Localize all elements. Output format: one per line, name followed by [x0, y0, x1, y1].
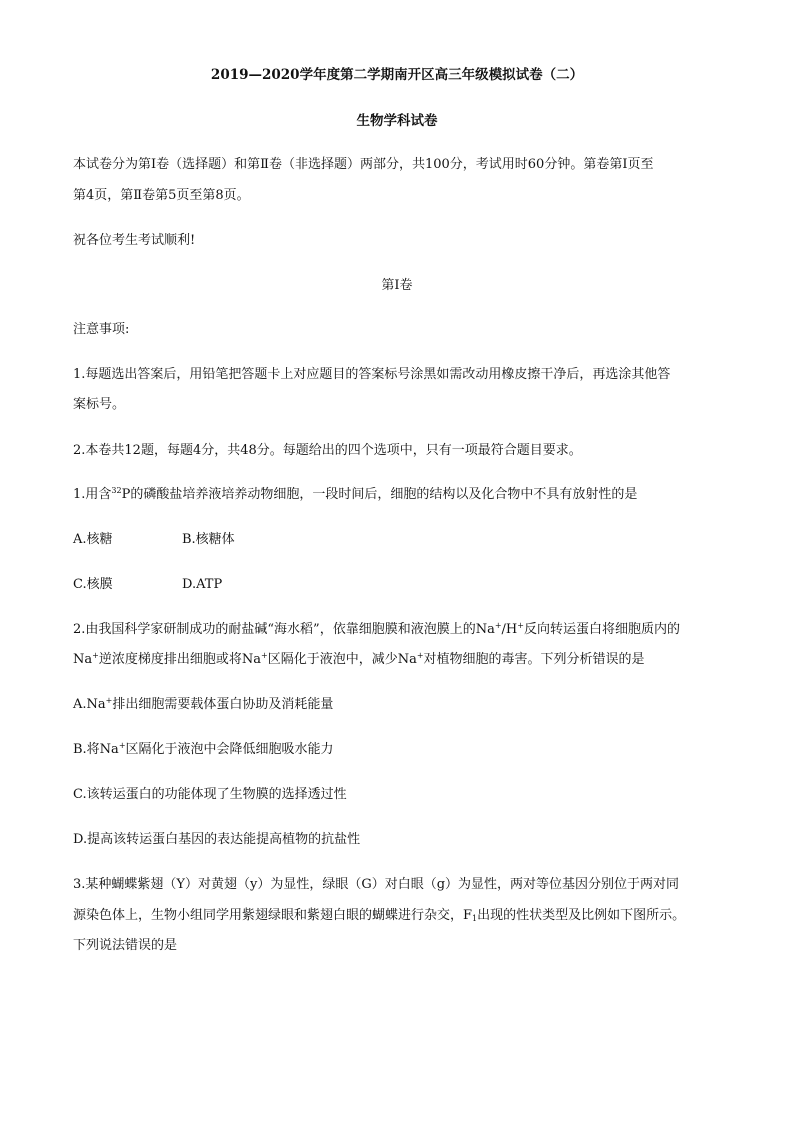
note-1-line-1: 1.每题选出答案后，用铅笔把答题卡上对应题目的答案标号涂黑如需改动用橡皮擦干净后，再选涂其他答 [73, 367, 671, 382]
intro-line-1: 本试卷分为第Ⅰ卷（选择题）和第Ⅱ卷（非选择题）两部分，共100分，考试用时60分钟。第卷第Ⅰ页至 [73, 157, 654, 172]
q1-option-a: A.核糖 [73, 532, 113, 547]
f1-subscript: 1 [472, 914, 478, 923]
superscript-plus: + [416, 651, 424, 660]
q1-option-c: C.核膜 [73, 577, 113, 592]
intro-line-2: 第4页，第Ⅱ卷第5页至第8页。 [73, 188, 250, 203]
question-3-line-2 [73, 907, 685, 925]
superscript-plus: + [105, 696, 113, 705]
note-1-line-2: 案标号。 [73, 397, 126, 412]
q2-text: 对植物细胞的毒害。下列分析错误的是 [423, 652, 645, 667]
q2-text: 区隔化于液泡中，减少Na [267, 652, 417, 667]
q1-options-row-1 [73, 531, 235, 549]
q2-text: Na [73, 652, 93, 667]
q2-text: 逆浓度梯度排出细胞或将Na [98, 652, 261, 667]
question-3-line-1: 3.某种蝴蝶紫翅（Y）对黄翅（y）为显性，绿眼（G）对白眼（g）为显性，两对等位基因分别位于两对同 [73, 877, 680, 892]
q3-text: 源染色体上，生物小组同学用紫翅绿眼和紫翅白眼的蝴蝶进行杂交，F [73, 908, 473, 923]
question-2-line-2 [73, 651, 645, 669]
q1-option-b: B.核糖体 [182, 532, 235, 547]
exam-subtitle: 生物学科试卷 [356, 113, 438, 129]
q2-text: 2.由我国科学家研制成功的耐盐碱“海水稻”，依靠细胞膜和液泡膜上的Na [73, 622, 495, 637]
superscript-plus: + [118, 741, 126, 750]
q2-option-c: C.该转运蛋白的功能体现了生物膜的选择透过性 [73, 787, 347, 802]
section-title: 第Ⅰ卷 [381, 278, 413, 293]
q2-option-a-pre: A.Na [73, 697, 106, 712]
q1-stem-pre: 1.用含 [73, 487, 112, 502]
q2-option-d: D.提高该转运蛋白基因的表达能提高植物的抗盐性 [73, 832, 361, 847]
q2-text: /H [501, 622, 518, 637]
q1-options-row-2 [73, 576, 223, 594]
superscript-plus: + [517, 621, 524, 630]
superscript-plus: + [260, 651, 268, 660]
question-1-stem [73, 486, 637, 504]
question-2-line-1 [73, 621, 680, 639]
q1-option-d: D.ATP [182, 577, 223, 592]
q2-option-b [73, 741, 334, 759]
superscript-plus: + [494, 621, 502, 630]
q2-option-b-pre: B.将Na [73, 742, 119, 757]
q2-option-a [73, 696, 333, 714]
exam-title: 2019—2020学年度第二学期南开区高三年级模拟试卷（二） [210, 67, 584, 83]
note-2: 2.本卷共12题，每题4分，共48分。每题给出的四个选项中，只有一项最符合题目要求。 [73, 443, 582, 458]
q3-text: 出现的性状类型及比例如下图所示。 [477, 908, 686, 923]
superscript-plus: + [92, 651, 99, 660]
q2-text: 反向转运蛋白将细胞质内的 [523, 622, 680, 637]
q1-stem-post: P的磷酸盐培养液培养动物细胞，一段时间后，细胞的结构以及化合物中不具有放射性的是 [121, 487, 638, 502]
isotope-superscript: 32 [111, 486, 122, 495]
good-luck-text: 祝各位考生考试顺利! [73, 233, 196, 248]
question-3-line-3: 下列说法错误的是 [73, 938, 178, 953]
notes-heading: 注意事项: [73, 322, 130, 337]
q2-option-a-post: 排出细胞需要载体蛋白协助及消耗能量 [112, 697, 334, 712]
q2-option-b-post: 区隔化于液泡中会降低细胞吸水能力 [125, 742, 334, 757]
